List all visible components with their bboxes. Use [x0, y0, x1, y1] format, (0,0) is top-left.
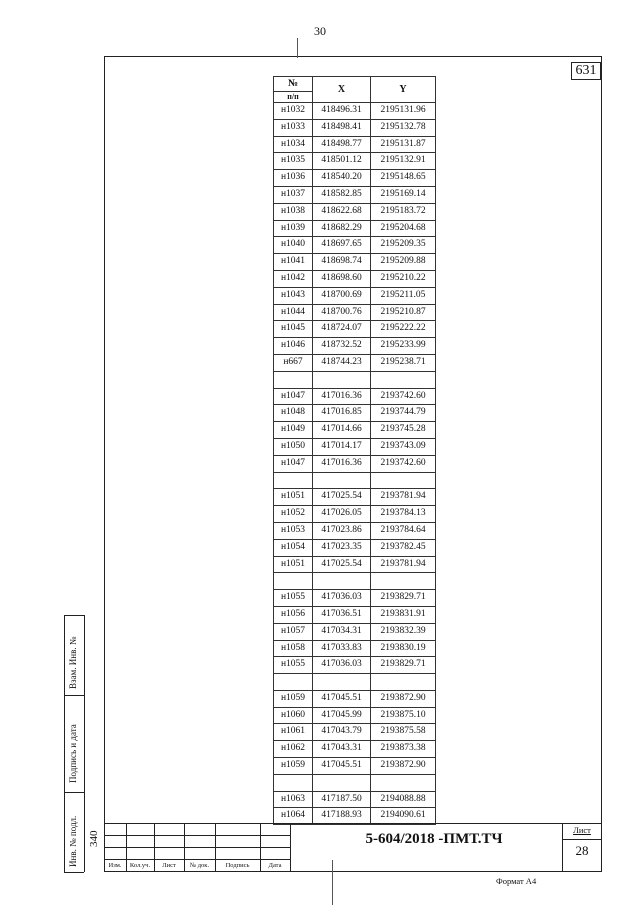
header-num-sub: п/п: [274, 92, 313, 103]
cell-y: 2194088.88: [371, 791, 436, 808]
cell-y: [371, 371, 436, 388]
cell-y: 2195238.71: [371, 354, 436, 371]
cell-y: 2195131.96: [371, 103, 436, 120]
cell-x: 417036.03: [313, 590, 371, 607]
cell-num: н1063: [274, 791, 313, 808]
table-row: [274, 724, 436, 741]
cell-num: н1034: [274, 136, 313, 153]
cell-x: 417016.36: [313, 455, 371, 472]
cell-y: 2193829.71: [371, 590, 436, 607]
side-cell-podpis-bottom: [64, 792, 84, 793]
cell-x: 417023.35: [313, 539, 371, 556]
table-row: [274, 472, 436, 489]
header-y: Y: [371, 77, 436, 103]
cell-y: 2195169.14: [371, 186, 436, 203]
tb-col-list: Лист: [162, 862, 176, 869]
header-x: X: [313, 77, 371, 103]
table-row: [274, 489, 436, 506]
cell-x: 418697.65: [313, 237, 371, 254]
cell-y: 2195233.99: [371, 338, 436, 355]
document-code: 5-604/2018 -ПМТ.ТЧ: [365, 831, 503, 847]
cell-num: н1035: [274, 153, 313, 170]
cell-num: [274, 573, 313, 590]
table-row: [274, 590, 436, 607]
table-row: [274, 522, 436, 539]
tb-line-row1: [104, 835, 290, 836]
table-row: [274, 153, 436, 170]
cell-num: н1033: [274, 119, 313, 136]
table-row: [274, 220, 436, 237]
cell-num: н1040: [274, 237, 313, 254]
cell-num: н1056: [274, 606, 313, 623]
table-row: [274, 623, 436, 640]
cell-y: 2195132.91: [371, 153, 436, 170]
table-row: [274, 287, 436, 304]
cell-y: 2195183.72: [371, 203, 436, 220]
table-row: [274, 606, 436, 623]
cell-num: н1051: [274, 556, 313, 573]
side-stamp-border-mid: [84, 615, 85, 872]
cell-y: 2193875.10: [371, 707, 436, 724]
cell-x: 417023.86: [313, 522, 371, 539]
cell-x: 418698.60: [313, 270, 371, 287]
table-row: [274, 640, 436, 657]
table-row: [274, 674, 436, 691]
cell-num: н1059: [274, 758, 313, 775]
cell-x: 418732.52: [313, 338, 371, 355]
cell-num: н1041: [274, 254, 313, 271]
table-row: [274, 774, 436, 791]
table-row: [274, 186, 436, 203]
cell-num: н1037: [274, 186, 313, 203]
cell-y: 2193873.38: [371, 741, 436, 758]
coordinates-table: [273, 76, 436, 825]
cell-num: н1062: [274, 741, 313, 758]
table-row: [274, 539, 436, 556]
cell-y: 2193832.39: [371, 623, 436, 640]
cell-x: 418698.74: [313, 254, 371, 271]
cell-y: 2193745.28: [371, 422, 436, 439]
cell-num: [274, 674, 313, 691]
table-row: [274, 354, 436, 371]
cell-num: н1042: [274, 270, 313, 287]
table-row: [274, 573, 436, 590]
cell-x: 418682.29: [313, 220, 371, 237]
tb-line-sheet: [562, 839, 602, 840]
cell-x: 418622.68: [313, 203, 371, 220]
cell-x: 417043.79: [313, 724, 371, 741]
cell-x: 418744.23: [313, 354, 371, 371]
cell-num: н1055: [274, 657, 313, 674]
cell-y: [371, 674, 436, 691]
page-number: 30: [314, 24, 326, 38]
side-cell-bottom: [64, 872, 84, 873]
table-row: [274, 707, 436, 724]
tb-line-row2: [104, 847, 290, 848]
cell-y: 2195204.68: [371, 220, 436, 237]
cell-x: 418498.77: [313, 136, 371, 153]
cell-num: н1051: [274, 489, 313, 506]
cell-x: [313, 674, 371, 691]
cell-num: н1046: [274, 338, 313, 355]
cell-x: 418501.12: [313, 153, 371, 170]
table-row: [274, 556, 436, 573]
side-label-podpis: Подпись и дата: [68, 724, 78, 783]
cell-num: н1055: [274, 590, 313, 607]
sheet-value: 28: [575, 843, 589, 858]
cell-x: [313, 774, 371, 791]
cell-y: 2193872.90: [371, 758, 436, 775]
cell-x: 417016.36: [313, 388, 371, 405]
table-row: [274, 690, 436, 707]
cell-y: 2193742.60: [371, 388, 436, 405]
table-row: [274, 237, 436, 254]
table-row: [274, 422, 436, 439]
side-label-vzam: Взам. Инв. №: [68, 636, 78, 689]
cell-y: 2193781.94: [371, 489, 436, 506]
cell-num: н1058: [274, 640, 313, 657]
cell-num: [274, 774, 313, 791]
table-row: [274, 270, 436, 287]
table-row: [274, 371, 436, 388]
cell-x: 417045.51: [313, 758, 371, 775]
tb-line-row3: [104, 859, 290, 860]
cell-x: 418700.69: [313, 287, 371, 304]
cell-num: н1047: [274, 455, 313, 472]
cell-num: н1053: [274, 522, 313, 539]
table-row: [274, 170, 436, 187]
table-row: [274, 203, 436, 220]
table-row: [274, 119, 436, 136]
cell-num: н1048: [274, 405, 313, 422]
side-cell-vzam-bottom: [64, 695, 84, 696]
table-row: [274, 791, 436, 808]
tb-col-kol: Кол.уч.: [129, 862, 151, 869]
cell-num: н1064: [274, 808, 313, 825]
cell-y: [371, 472, 436, 489]
cell-y: 2193875.58: [371, 724, 436, 741]
table-row: [274, 254, 436, 271]
format-label: Формат А4: [496, 876, 537, 886]
table-row: [274, 506, 436, 523]
scan-line-top: [297, 38, 298, 58]
cell-x: 417014.66: [313, 422, 371, 439]
side-stamp: [64, 615, 104, 872]
table-row: [274, 405, 436, 422]
cell-num: н1038: [274, 203, 313, 220]
cell-x: 417036.51: [313, 606, 371, 623]
cell-x: 418700.76: [313, 304, 371, 321]
header-num: №: [274, 77, 313, 92]
cell-y: 2193781.94: [371, 556, 436, 573]
cell-num: н1039: [274, 220, 313, 237]
cell-num: н1050: [274, 438, 313, 455]
table-row: [274, 388, 436, 405]
cell-y: 2195210.87: [371, 304, 436, 321]
cell-y: 2195222.22: [371, 321, 436, 338]
cell-y: 2195209.35: [371, 237, 436, 254]
cell-y: 2193784.64: [371, 522, 436, 539]
cell-y: 2195131.87: [371, 136, 436, 153]
cell-num: н1036: [274, 170, 313, 187]
cell-num: н1061: [274, 724, 313, 741]
side-label-inv-podl: Инв. № подл.: [68, 815, 78, 867]
cell-y: 2193872.90: [371, 690, 436, 707]
cell-y: 2195209.88: [371, 254, 436, 271]
cell-x: 417036.03: [313, 657, 371, 674]
cell-y: 2193784.13: [371, 506, 436, 523]
sheet-label: Лист: [573, 825, 591, 835]
cell-num: н1060: [274, 707, 313, 724]
cell-num: [274, 472, 313, 489]
cell-y: 2193782.45: [371, 539, 436, 556]
cell-x: 417016.85: [313, 405, 371, 422]
cell-y: 2193743.09: [371, 438, 436, 455]
cell-x: 417045.99: [313, 707, 371, 724]
cell-x: 417043.31: [313, 741, 371, 758]
table-row: [274, 304, 436, 321]
cell-x: 417187.50: [313, 791, 371, 808]
table-row: [274, 103, 436, 120]
cell-x: [313, 573, 371, 590]
cell-y: 2193831.91: [371, 606, 436, 623]
cell-y: 2193742.60: [371, 455, 436, 472]
cell-y: 2195148.65: [371, 170, 436, 187]
cell-num: н1047: [274, 388, 313, 405]
cell-num: н667: [274, 354, 313, 371]
side-stamp-border-left: [64, 615, 65, 872]
cell-x: 418498.41: [313, 119, 371, 136]
cell-num: н1052: [274, 506, 313, 523]
table-row: [274, 741, 436, 758]
tb-line-top: [104, 823, 602, 824]
tb-vline-6: [290, 823, 291, 872]
cell-y: 2195211.05: [371, 287, 436, 304]
scan-line-bottom: [332, 860, 333, 905]
side-cell-top: [64, 615, 84, 616]
cell-num: н1043: [274, 287, 313, 304]
cell-y: 2195210.22: [371, 270, 436, 287]
cell-x: [313, 472, 371, 489]
tb-col-data: Дата: [268, 862, 282, 869]
tb-col-izm: Изм.: [108, 862, 122, 869]
cell-num: н1049: [274, 422, 313, 439]
cell-x: 417045.51: [313, 690, 371, 707]
cell-x: 417014.17: [313, 438, 371, 455]
sheet-tag: 631: [571, 62, 601, 80]
cell-y: 2193830.19: [371, 640, 436, 657]
table-row: [274, 338, 436, 355]
cell-num: н1044: [274, 304, 313, 321]
cell-x: 417034.31: [313, 623, 371, 640]
cell-y: 2193744.79: [371, 405, 436, 422]
coordinates-table-body: [274, 103, 436, 825]
cell-x: 417033.83: [313, 640, 371, 657]
cell-x: 417025.54: [313, 489, 371, 506]
cell-x: 417025.54: [313, 556, 371, 573]
cell-num: н1045: [274, 321, 313, 338]
table-row: [274, 438, 436, 455]
cell-x: 418582.85: [313, 186, 371, 203]
cell-x: 417188.93: [313, 808, 371, 825]
cell-x: [313, 371, 371, 388]
cell-num: [274, 371, 313, 388]
table-row: [274, 455, 436, 472]
cell-num: н1032: [274, 103, 313, 120]
table-row: [274, 657, 436, 674]
cell-num: н1059: [274, 690, 313, 707]
title-block: [104, 823, 602, 872]
cell-num: н1057: [274, 623, 313, 640]
cell-y: 2194090.61: [371, 808, 436, 825]
table-row: [274, 321, 436, 338]
cell-y: 2195132.78: [371, 119, 436, 136]
tb-col-podpis: Подпись: [225, 862, 250, 869]
table-row: [274, 136, 436, 153]
cell-y: 2193829.71: [371, 657, 436, 674]
cell-y: [371, 573, 436, 590]
cell-y: [371, 774, 436, 791]
cell-x: 418724.07: [313, 321, 371, 338]
table-row: [274, 758, 436, 775]
cell-num: н1054: [274, 539, 313, 556]
cell-x: 418540.20: [313, 170, 371, 187]
side-inv-value: 340: [88, 830, 100, 847]
tb-col-ndok: № док.: [189, 862, 210, 869]
cell-x: 418496.31: [313, 103, 371, 120]
cell-x: 417026.05: [313, 506, 371, 523]
